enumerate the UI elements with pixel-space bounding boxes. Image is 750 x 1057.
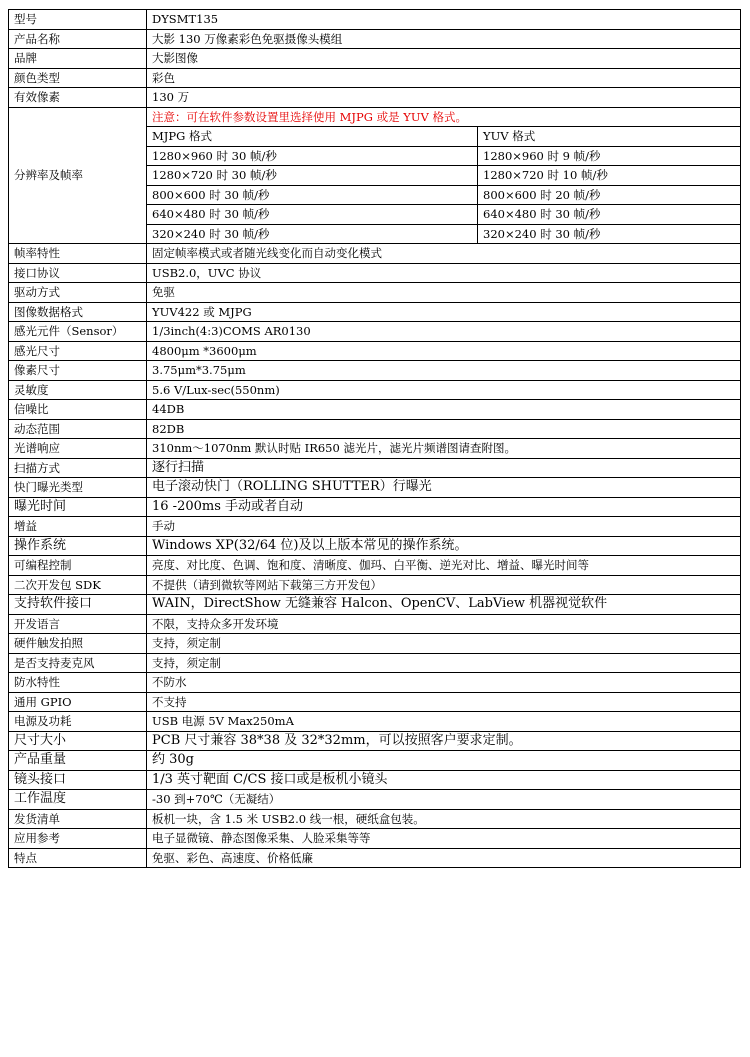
table-row bbox=[9, 517, 741, 537]
row-value: 板机一块，含 1.5 米 USB2.0 线一根，硬纸盒包装。 bbox=[147, 809, 741, 829]
table-row bbox=[9, 49, 741, 69]
row-label: 快门曝光类型 bbox=[9, 478, 147, 498]
table-row bbox=[9, 556, 741, 576]
mjpg-mode: 1280×720 时 30 帧/秒 bbox=[147, 166, 478, 186]
table-row bbox=[9, 380, 741, 400]
row-value: 5.6 V/Lux-sec(550nm) bbox=[147, 380, 741, 400]
row-value: 1/3inch(4:3)COMS AR0130 bbox=[147, 322, 741, 342]
row-value: 82DB bbox=[147, 419, 741, 439]
row-value: 电子显微镜、静态图像采集、人脸采集等等 bbox=[147, 829, 741, 849]
row-value: 亮度、对比度、色调、饱和度、清晰度、伽玛、白平衡、逆光对比、增益、曝光时间等 bbox=[147, 556, 741, 576]
table-row bbox=[9, 419, 741, 439]
row-label: 颜色类型 bbox=[9, 68, 147, 88]
row-label: 感光尺寸 bbox=[9, 341, 147, 361]
row-label: 尺寸大小 bbox=[9, 731, 147, 751]
row-value: 1/3 英寸靶面 C/CS 接口或是板机小镜头 bbox=[147, 770, 741, 790]
row-label: 型号 bbox=[9, 10, 147, 30]
table-row bbox=[9, 536, 741, 556]
row-value: 手动 bbox=[147, 517, 741, 537]
table-row bbox=[9, 341, 741, 361]
row-label: 驱动方式 bbox=[9, 283, 147, 303]
row-label: 产品名称 bbox=[9, 29, 147, 49]
table-row bbox=[9, 458, 741, 478]
table-row bbox=[9, 322, 741, 342]
row-value: 免驱 bbox=[147, 283, 741, 303]
row-label: 应用参考 bbox=[9, 829, 147, 849]
table-row bbox=[9, 751, 741, 771]
row-value: 130 万 bbox=[147, 88, 741, 108]
yuv-mode: 1280×960 时 9 帧/秒 bbox=[478, 146, 741, 166]
table-row bbox=[9, 848, 741, 868]
row-value: -30 到+70℃（无凝结） bbox=[147, 790, 741, 810]
table-row bbox=[9, 712, 741, 732]
table-row bbox=[9, 283, 741, 303]
row-label: 镜头接口 bbox=[9, 770, 147, 790]
yuv-mode: 800×600 时 20 帧/秒 bbox=[478, 185, 741, 205]
row-label: 二次开发包 SDK bbox=[9, 575, 147, 595]
mjpg-mode: 320×240 时 30 帧/秒 bbox=[147, 224, 478, 244]
row-value: 固定帧率模式或者随光线变化而自动变化模式 bbox=[147, 244, 741, 264]
row-label: 灵敏度 bbox=[9, 380, 147, 400]
row-label: 是否支持麦克风 bbox=[9, 653, 147, 673]
row-label: 感光元件（Sensor） bbox=[9, 322, 147, 342]
table-row bbox=[9, 595, 741, 615]
table-row bbox=[9, 809, 741, 829]
row-value: 16 -200ms 手动或者自动 bbox=[147, 497, 741, 517]
resolution-label: 分辨率及帧率 bbox=[9, 107, 147, 244]
table-row bbox=[9, 614, 741, 634]
table-row bbox=[9, 790, 741, 810]
row-label: 曝光时间 bbox=[9, 497, 147, 517]
table-row bbox=[9, 673, 741, 693]
row-label: 硬件触发拍照 bbox=[9, 634, 147, 654]
row-label: 支持软件接口 bbox=[9, 595, 147, 615]
row-value: YUV422 或 MJPG bbox=[147, 302, 741, 322]
row-value: 免驱、彩色、高速度、价格低廉 bbox=[147, 848, 741, 868]
row-value: 不提供（请到微软等网站下载第三方开发包） bbox=[147, 575, 741, 595]
row-value: USB2.0，UVC 协议 bbox=[147, 263, 741, 283]
table-row bbox=[9, 244, 741, 264]
row-label: 开发语言 bbox=[9, 614, 147, 634]
yuv-mode: 1280×720 时 10 帧/秒 bbox=[478, 166, 741, 186]
table-row bbox=[9, 731, 741, 751]
table-row bbox=[9, 361, 741, 381]
table-row bbox=[9, 634, 741, 654]
row-label: 动态范围 bbox=[9, 419, 147, 439]
row-label: 图像数据格式 bbox=[9, 302, 147, 322]
row-value: WAIN，DirectShow 无缝兼容 Halcon、OpenCV、LabView 机器视觉软件 bbox=[147, 595, 741, 615]
row-value: 不限，支持众多开发环境 bbox=[147, 614, 741, 634]
mjpg-format-header: MJPG 格式 bbox=[147, 127, 478, 147]
table-row bbox=[9, 88, 741, 108]
row-label: 增益 bbox=[9, 517, 147, 537]
row-value: 支持，须定制 bbox=[147, 653, 741, 673]
table-row bbox=[9, 439, 741, 459]
table-row bbox=[9, 29, 741, 49]
row-value: 约 30g bbox=[147, 751, 741, 771]
table-row bbox=[9, 68, 741, 88]
row-value: Windows XP(32/64 位)及以上版本常见的操作系统。 bbox=[147, 536, 741, 556]
row-value: 逐行扫描 bbox=[147, 458, 741, 478]
row-value: 彩色 bbox=[147, 68, 741, 88]
table-row bbox=[9, 10, 741, 30]
row-label: 光谱响应 bbox=[9, 439, 147, 459]
row-value: 大影 130 万像素彩色免驱摄像头模组 bbox=[147, 29, 741, 49]
table-row bbox=[9, 829, 741, 849]
row-value: 310nm～1070nm 默认时贴 IR650 滤光片，滤光片频谱图请查附图。 bbox=[147, 439, 741, 459]
row-label: 防水特性 bbox=[9, 673, 147, 693]
mjpg-mode: 640×480 时 30 帧/秒 bbox=[147, 205, 478, 225]
row-value: 3.75μm*3.75μm bbox=[147, 361, 741, 381]
spec-table bbox=[8, 9, 741, 868]
row-label: 扫描方式 bbox=[9, 458, 147, 478]
table-row bbox=[9, 497, 741, 517]
row-label: 特点 bbox=[9, 848, 147, 868]
row-value: DYSMT135 bbox=[147, 10, 741, 30]
row-label: 可编程控制 bbox=[9, 556, 147, 576]
row-value: PCB 尺寸兼容 38*38 及 32*32mm，可以按照客户要求定制。 bbox=[147, 731, 741, 751]
row-label: 帧率特性 bbox=[9, 244, 147, 264]
row-value: 支持，须定制 bbox=[147, 634, 741, 654]
yuv-format-header: YUV 格式 bbox=[478, 127, 741, 147]
table-row bbox=[9, 263, 741, 283]
row-label: 有效像素 bbox=[9, 88, 147, 108]
row-label: 操作系统 bbox=[9, 536, 147, 556]
row-label: 通用 GPIO bbox=[9, 692, 147, 712]
table-row bbox=[9, 653, 741, 673]
resolution-note-row bbox=[9, 107, 741, 127]
row-label: 电源及功耗 bbox=[9, 712, 147, 732]
row-value: 电子滚动快门（ROLLING SHUTTER）行曝光 bbox=[147, 478, 741, 498]
row-value: 4800μm *3600μm bbox=[147, 341, 741, 361]
table-row bbox=[9, 400, 741, 420]
mjpg-mode: 1280×960 时 30 帧/秒 bbox=[147, 146, 478, 166]
yuv-mode: 640×480 时 30 帧/秒 bbox=[478, 205, 741, 225]
row-value: 大影图像 bbox=[147, 49, 741, 69]
row-label: 接口协议 bbox=[9, 263, 147, 283]
row-label: 品牌 bbox=[9, 49, 147, 69]
table-row bbox=[9, 478, 741, 498]
yuv-mode: 320×240 时 30 帧/秒 bbox=[478, 224, 741, 244]
row-value: USB 电源 5V Max250mA bbox=[147, 712, 741, 732]
row-label: 像素尺寸 bbox=[9, 361, 147, 381]
row-label: 工作温度 bbox=[9, 790, 147, 810]
row-label: 发货清单 bbox=[9, 809, 147, 829]
row-label: 产品重量 bbox=[9, 751, 147, 771]
row-label: 信噪比 bbox=[9, 400, 147, 420]
mjpg-mode: 800×600 时 30 帧/秒 bbox=[147, 185, 478, 205]
format-note: 注意：可在软件参数设置里选择使用 MJPG 或是 YUV 格式。 bbox=[147, 107, 741, 127]
table-row bbox=[9, 302, 741, 322]
table-row bbox=[9, 692, 741, 712]
table-row bbox=[9, 770, 741, 790]
table-row bbox=[9, 575, 741, 595]
row-value: 44DB bbox=[147, 400, 741, 420]
row-value: 不防水 bbox=[147, 673, 741, 693]
row-value: 不支持 bbox=[147, 692, 741, 712]
